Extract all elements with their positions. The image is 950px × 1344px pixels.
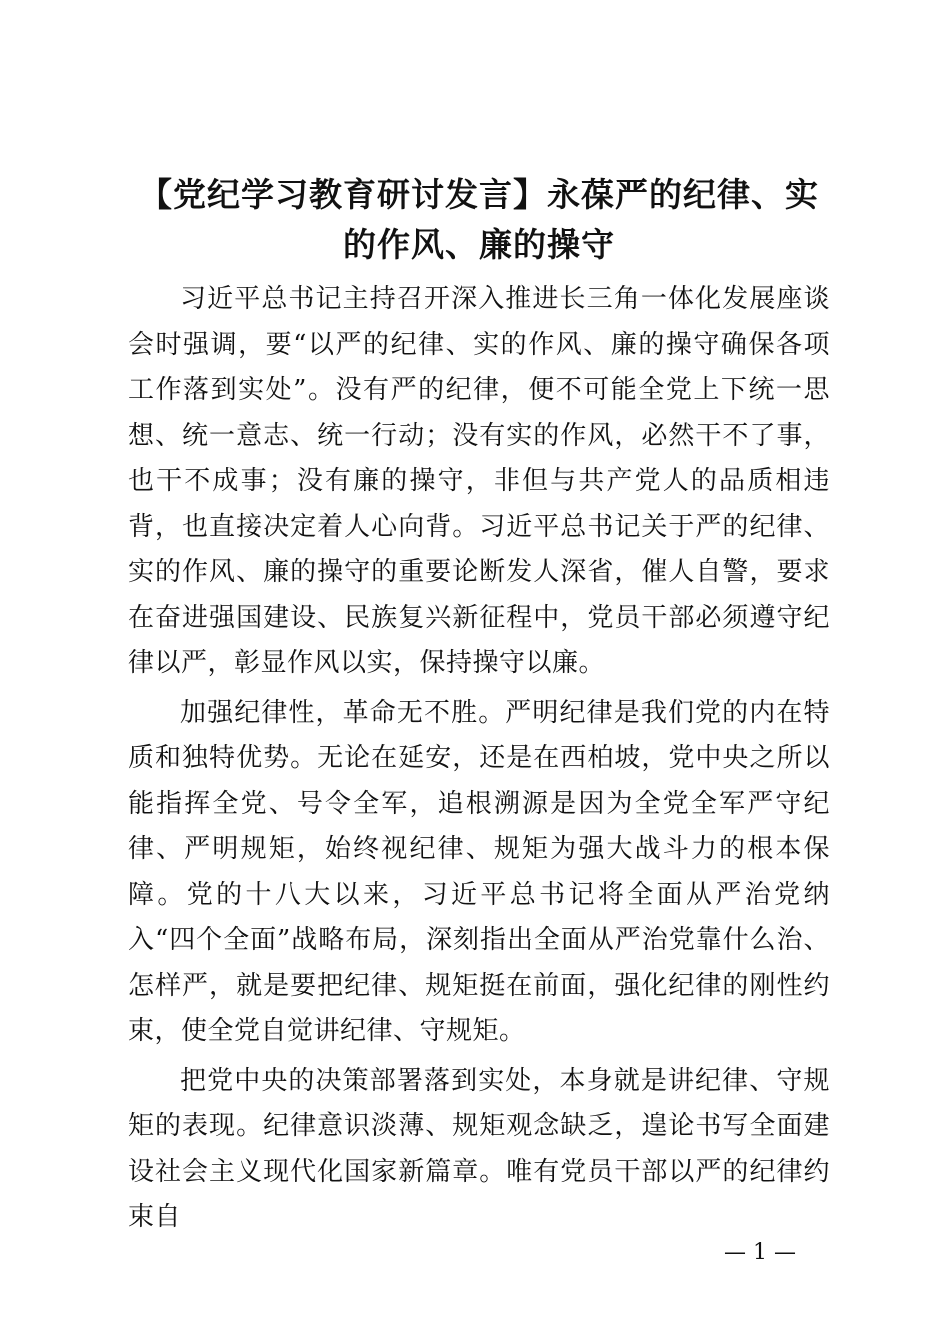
page-number: — 1 — bbox=[724, 1240, 796, 1265]
document-title: 【党纪学习教育研讨发言】永葆严的纪律、实的作风、廉的操守 bbox=[139, 175, 819, 264]
paragraph-2: 加强纪律性，革命无不胜。严明纪律是我们党的内在特质和独特优势。无论在延安，还是在西柏坡，党中央之所以能指挥全党、号令全军，追根溯源是因为全党全军严守纪律、严明规矩，始终视纪律、规矩为强大战斗力的根本保障。党的十八大以来，习近平总书记将全面从严治党纳入“四个全面”战略布局，深刻指出全面从严治党靠什么治、怎样严，就是要把纪律、规矩挺在前面，强化纪律的刚性约束，使全党自觉讲纪律、守规矩。 bbox=[128, 697, 830, 1046]
paragraph-3: 把党中央的决策部署落到实处，本身就是讲纪律、守规矩的表现。纪律意识淡薄、规矩观念缺乏，遑论书写全面建设社会主义现代化国家新篇章。唯有党员干部以严的纪律约束自 bbox=[128, 1065, 830, 1232]
paragraph-1: 习近平总书记主持召开深入推进长三角一体化发展座谈会时强调，要“以严的纪律、实的作风、廉的操守确保各项工作落到实处”。没有严的纪律，便不可能全党上下统一思想、统一意志、统一行动；没有实的作风，必然干不了事，也干不成事；没有廉的操守，非但与共产党人的品质相违背，也直接决定着人心向背。习近平总书记关于严的纪律、实的作风、廉的操守的重要论断发人深省，催人自警，要求在奋进强国建设、民族复兴新征程中，党员干部必须遵守纪律以严，彰显作风以实，保持操守以廉。 bbox=[128, 284, 830, 678]
document-body bbox=[128, 277, 830, 1241]
